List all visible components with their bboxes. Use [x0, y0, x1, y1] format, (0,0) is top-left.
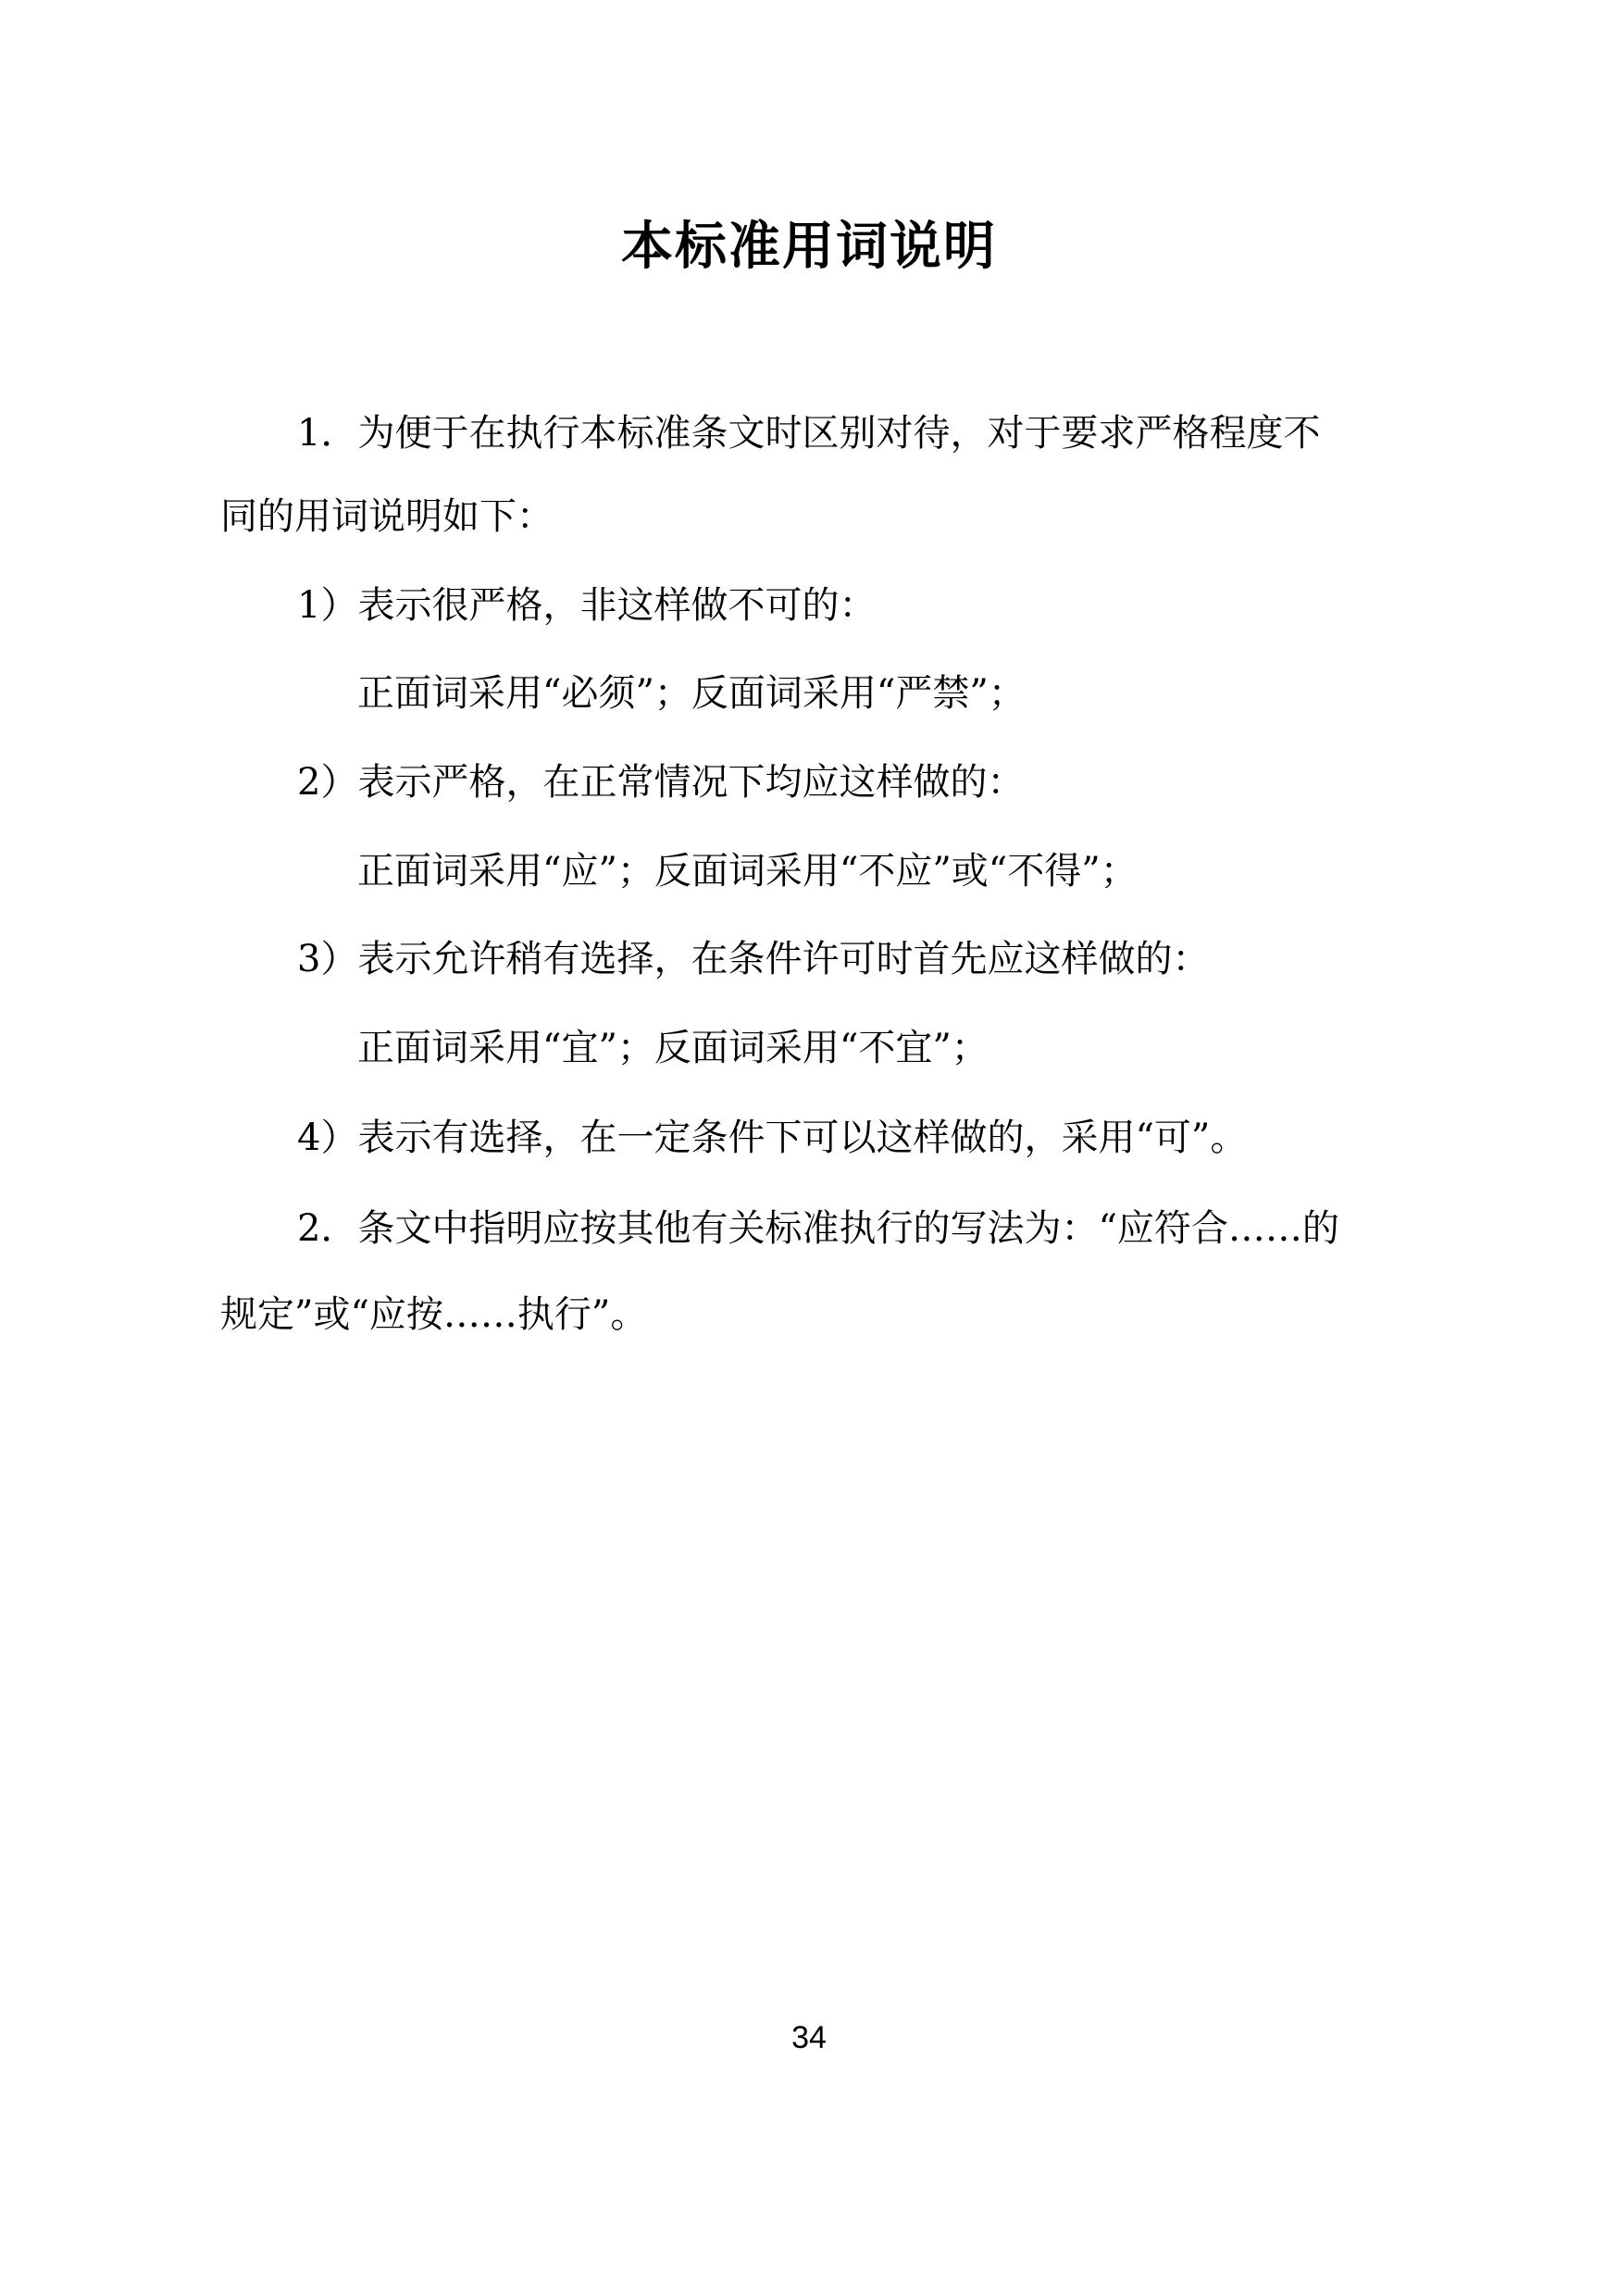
- clause-1-line-1: 1．为便于在执行本标准条文时区别对待，对于要求严格程度不: [297, 412, 1321, 455]
- item-1-detail: 正面词采用“必须”；反面词采用“严禁”；: [357, 672, 1026, 715]
- clause-2-line-1: 2．条文中指明应按其他有关标准执行的写法为：“应符合……的: [297, 1207, 1339, 1250]
- item-3-detail: 正面词采用“宜”；反面词采用“不宜”；: [357, 1027, 989, 1069]
- item-3-heading: 3）表示允许稍有选择，在条件许可时首先应这样做的：: [297, 938, 1210, 980]
- clause-2-line-2: 规定”或“应按……执行”。: [220, 1293, 648, 1336]
- item-2-detail: 正面词采用“应”；反面词采用“不应”或“不得”；: [357, 850, 1138, 892]
- item-2-heading: 2）表示严格，在正常情况下均应这样做的：: [297, 761, 1025, 804]
- page-title: 本标准用词说明: [621, 217, 997, 277]
- item-4: 4）表示有选择，在一定条件下可以这样做的，采用“可”。: [297, 1117, 1248, 1159]
- page-number: 34: [791, 2020, 827, 2055]
- item-1-heading: 1）表示很严格，非这样做不可的：: [297, 584, 877, 627]
- clause-1-line-2: 同的用词说明如下：: [220, 495, 554, 538]
